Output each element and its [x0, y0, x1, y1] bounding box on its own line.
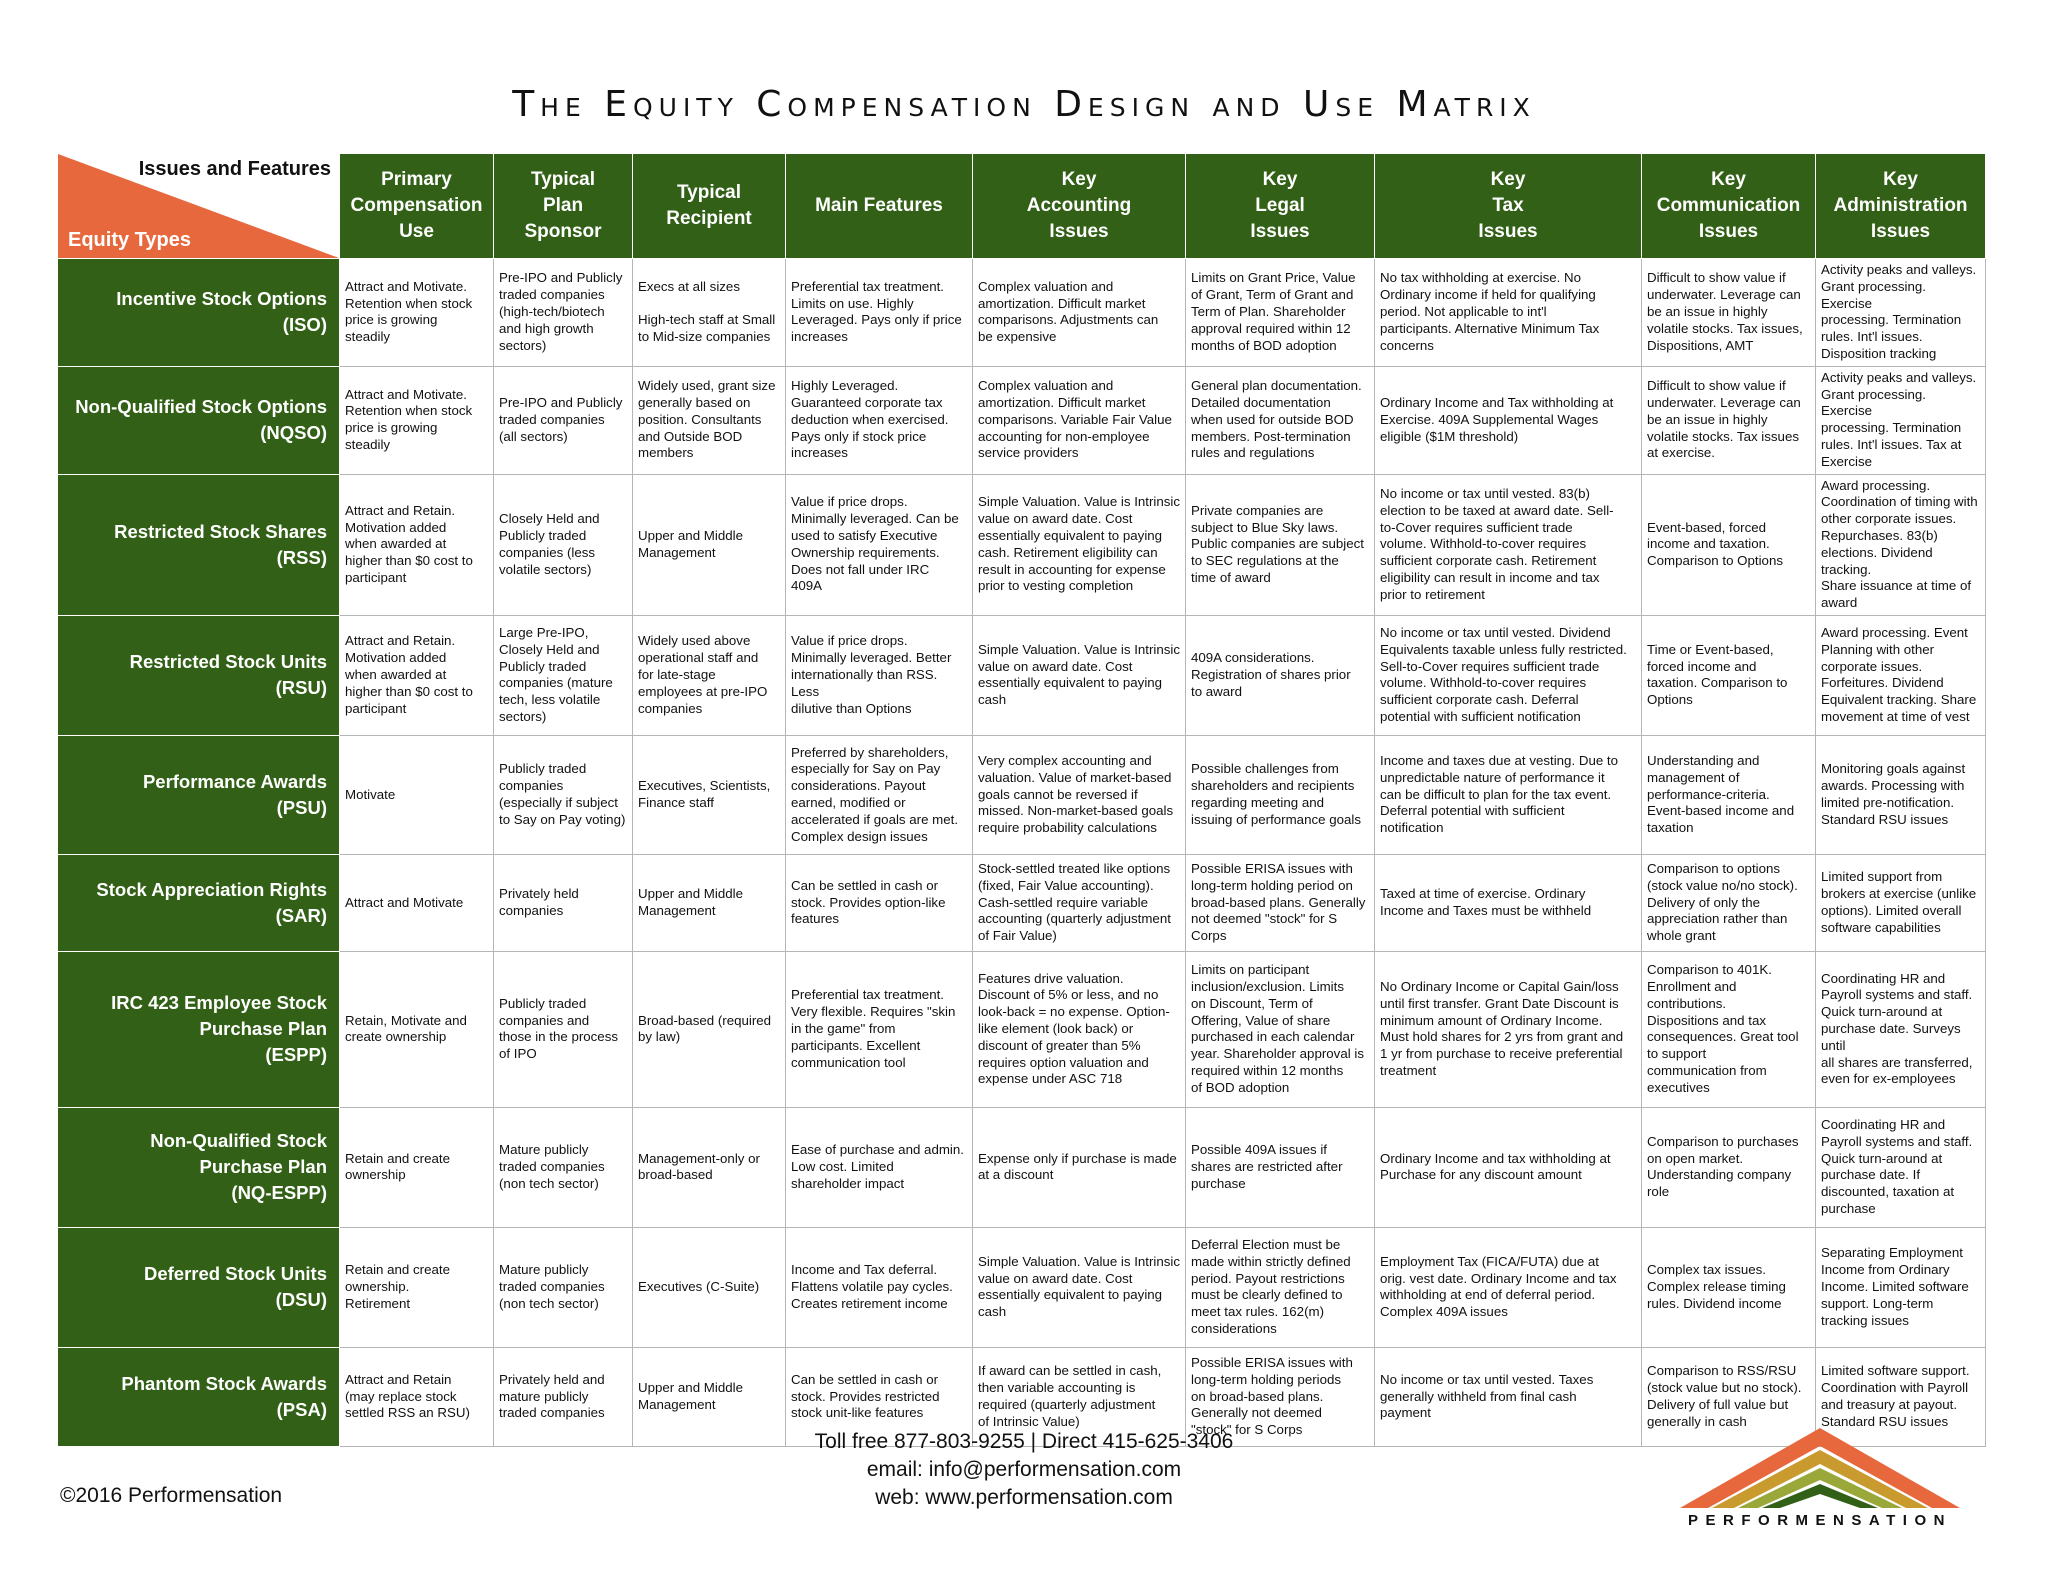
cell-text: Attract and Motivate. Retention when stock price is growing steadily [345, 278, 473, 345]
table-cell [1186, 735, 1375, 854]
cell-text: Taxed at time of exercise. Ordinary Income and Taxes must be withheld [1380, 886, 1592, 918]
cell-text: Executives, Scientists, Finance staff [638, 778, 771, 810]
cell-text: Coordinating HR and Payroll systems and staff. Quick turn-around at purchase date. If discounted, taxation at purchase [1821, 1117, 1973, 1217]
table-cell [1375, 735, 1642, 854]
table-cell [494, 735, 633, 854]
cell-text: Mature publicly traded companies (non tech sector) [499, 1142, 605, 1191]
table-cell [1375, 951, 1642, 1107]
table-cell [973, 951, 1186, 1107]
cell-text: Ordinary Income and tax withholding at Purchase for any discount amount [1380, 1150, 1611, 1183]
table-cell [786, 854, 973, 951]
column-header: Primary Compensation Use [340, 154, 494, 259]
table-cell [633, 1107, 786, 1227]
cell-text: Activity peaks and valleys. Grant processing. Exercise processing. Termination rules. Int'l issues. Tax at Exercise [1821, 369, 1977, 469]
cell-text: Retain and create ownership [345, 1150, 450, 1183]
equity-type-label: Incentive Stock Options (ISO) [58, 259, 340, 367]
table-row [58, 259, 1986, 367]
cell-text: Award processing. Coordination of timing with other corporate issues. Repurchases. 83(b) elections. Dividend tracking. Share issuance at time of award [1821, 477, 1978, 611]
cell-text: 409A considerations. Registration of shares prior to award [1191, 650, 1351, 699]
table-cell [1186, 1107, 1375, 1227]
table-cell [973, 259, 1186, 367]
table-cell [973, 615, 1186, 735]
cell-text: Limits on Grant Price, Value of Grant, Term of Grant and Term of Plan. Shareholder approval required within 12 months of BOD adoption [1191, 270, 1356, 353]
cell-text: Value if price drops. Minimally leveraged. Better internationally than RSS. Less dilutive than Options [791, 633, 952, 716]
cell-text: Possible ERISA issues with long-term holding period on broad-based plans. Generally not deemed "stock" for S Corps [1191, 860, 1366, 944]
cell-text: Features drive valuation. Discount of 5% or less, and no look-back = no expense. Option- like element (look back) or discount of greater than 5% requires option valuation and expense under ASC 718 [978, 970, 1170, 1087]
table-row [58, 951, 1986, 1107]
cell-text: Motivate [345, 786, 396, 802]
table-cell [1642, 474, 1816, 615]
cell-text: If award can be settled in cash, then variable accounting is required (quarterly adjustment of Intrinsic Value) [978, 1363, 1162, 1429]
table-cell [1375, 366, 1642, 474]
table-cell [1816, 1107, 1986, 1227]
cell-text: Attract and Motivate [345, 894, 464, 910]
table-cell [340, 474, 494, 615]
cell-text: Can be settled in cash or stock. Provides restricted stock unit-like features [791, 1371, 940, 1421]
cell-text: Execs at all sizes High-tech staff at Small to Mid-size companies [638, 278, 776, 345]
cell-text: Award processing. Event Planning with other corporate issues. Forfeitures. Dividend Equivalent tracking. Share movement at time of vest [1821, 625, 1977, 725]
table-cell [1186, 474, 1375, 615]
cell-text: Large Pre-IPO, Closely Held and Publicly traded companies (mature tech, less volatile sectors) [499, 625, 613, 725]
table-cell [1642, 854, 1816, 951]
cell-text: No income or tax until vested. Dividend Equivalents taxable unless fully restricted. Sell-to-Cover requires sufficient trade volume. Withhold-to-cover requires sufficient corporate cash. Deferral potential with sufficient notification [1380, 625, 1627, 725]
cell-text: No tax withholding at exercise. No Ordinary income if held for qualifying period. Not applicable to int'l participants. Alternative Minimum Tax concerns [1380, 270, 1600, 353]
page-title: The Equity Compensation Design and Use Matrix [512, 84, 1536, 125]
cell-text: Can be settled in cash or stock. Provides option-like features [791, 877, 946, 927]
cell-text: Limited support from brokers at exercise (unlike options). Limited overall software capabilities [1821, 869, 1977, 935]
column-header: Typical Plan Sponsor [494, 154, 633, 259]
equity-types-label: Equity Types [68, 229, 191, 251]
cell-text: Comparison to 401K. Enrollment and contributions. Dispositions and tax consequences. Great tool to support communication from executives [1647, 962, 1799, 1095]
cell-text: Value if price drops. Minimally leveraged. Can be used to satisfy Executive Ownership requirements. Does not fall under IRC 409A [791, 494, 959, 594]
cell-text: Stock-settled treated like options (fixed, Fair Value accounting). Cash-settled require variable accounting (quarterly adjustment of Fair Value) [978, 860, 1171, 944]
table-cell [1642, 366, 1816, 474]
cell-text: Simple Valuation. Value is Intrinsic value on award date. Cost essentially equivalent to paying cash [978, 1253, 1181, 1320]
cell-text: Retain and create ownership. Retirement [345, 1262, 450, 1311]
web-line: web: www.performensation.com [875, 1486, 1173, 1509]
cell-text: No Ordinary Income or Capital Gain/loss until first transfer. Grant Date Discount is minimum amount of Ordinary Income. Must hold shares for 2 yrs from grant and 1 yr from purchase to receive preferential treatment [1380, 979, 1624, 1079]
table-cell [1816, 854, 1986, 951]
table-cell [633, 366, 786, 474]
table-cell [1375, 474, 1642, 615]
performensation-logo [1670, 1420, 1970, 1529]
cell-text: Management-only or broad-based [638, 1150, 760, 1183]
matrix-body [58, 259, 1986, 1447]
cell-text: Comparison to purchases on open market. Understanding company role [1647, 1133, 1799, 1200]
table-cell [633, 615, 786, 735]
cell-text: Possible 409A issues if shares are restricted after purchase [1191, 1142, 1343, 1191]
table-cell [1642, 951, 1816, 1107]
table-cell [633, 854, 786, 951]
cell-text: Privately held companies [499, 886, 579, 918]
table-cell [494, 1107, 633, 1227]
cell-text: Income and Tax deferral. Flattens volatile pay cycles. Creates retirement income [791, 1262, 953, 1311]
cell-text: Possible challenges from shareholders and recipients regarding meeting and issuing of performance goals [1191, 761, 1361, 827]
table-cell [1816, 259, 1986, 367]
table-cell [494, 854, 633, 951]
cell-text: Upper and Middle Management [638, 1380, 743, 1412]
table-cell [973, 854, 1186, 951]
table-row [58, 366, 1986, 474]
equity-type-label: Stock Appreciation Rights (SAR) [58, 854, 340, 951]
table-row [58, 735, 1986, 854]
cell-text: Limited software support. Coordination with Payroll and treasury at payout. Standard RSU issues [1821, 1363, 1970, 1429]
cell-text: Highly Leveraged. Guaranteed corporate tax deduction when exercised. Pays only if stock price increases [791, 378, 949, 461]
cell-text: Preferred by shareholders, especially for Say on Pay considerations. Payout earned, modified or accelerated if goals are met. Complex design issues [791, 744, 959, 844]
table-cell [973, 1227, 1186, 1347]
cell-text: Coordinating HR and Payroll systems and staff. Quick turn-around at purchase date. Surveys until all shares are transferred, even for ex-employees [1821, 970, 1973, 1087]
header-row [58, 154, 1986, 259]
cell-text: Difficult to show value if underwater. Leverage can be an issue in highly volatile stocks. Tax issues at exercise. [1647, 378, 1801, 461]
equity-type-label: Restricted Stock Units (RSU) [58, 615, 340, 735]
cell-text: Simple Valuation. Value is Intrinsic value on award date. Cost essentially equivalent to paying cash. Retirement eligibility can result in accounting for expense prior to vesting completion [978, 494, 1181, 594]
table-cell [973, 474, 1186, 615]
table-cell [633, 951, 786, 1107]
column-header: Key Communication Issues [1642, 154, 1816, 259]
column-header: Key Legal Issues [1186, 154, 1375, 259]
cell-text: Complex tax issues. Complex release timing rules. Dividend income [1647, 1262, 1786, 1311]
table-cell [1642, 259, 1816, 367]
table-row [58, 1107, 1986, 1227]
corner-header [58, 154, 340, 259]
cell-text: Simple Valuation. Value is Intrinsic value on award date. Cost essentially equivalent to paying cash [978, 641, 1181, 708]
equity-type-label: Non-Qualified Stock Options (NQSO) [58, 366, 340, 474]
cell-text: Attract and Retain. Motivation added when awarded at higher than $0 cost to participant [345, 633, 473, 716]
cell-text: Deferral Election must be made within strictly defined period. Payout restrictions must be clearly defined to meet tax rules. 162(m) considerations [1191, 1237, 1351, 1337]
cell-text: Widely used above operational staff and for late-stage employees at pre-IPO companies [638, 633, 768, 716]
copyright-notice: ©2016 Performensation [60, 1484, 283, 1507]
table-cell [973, 1107, 1186, 1227]
table-cell [633, 474, 786, 615]
table-cell [494, 1227, 633, 1347]
cell-text: Understanding and management of performance-criteria. Event-based income and taxation [1647, 752, 1795, 836]
cell-text: Income and taxes due at vesting. Due to unpredictable nature of performance it can be difficult to plan for the tax event. Deferral potential with sufficient notification [1380, 752, 1619, 836]
column-header: Key Tax Issues [1375, 154, 1642, 259]
table-cell [1816, 366, 1986, 474]
column-header: Main Features [786, 154, 973, 259]
table-cell [786, 366, 973, 474]
table-cell [973, 366, 1186, 474]
cell-text: Ordinary Income and Tax withholding at Exercise. 409A Supplemental Wages eligible ($1M threshold) [1380, 394, 1614, 444]
cell-text: Time or Event-based, forced income and taxation. Comparison to Options [1647, 641, 1788, 708]
table-cell [1375, 1107, 1642, 1227]
cell-text: Attract and Motivate. Retention when stock price is growing steadily [345, 386, 473, 452]
table-cell [1642, 735, 1816, 854]
cell-text: Privately held and mature publicly traded companies [499, 1371, 605, 1421]
table-cell [786, 259, 973, 367]
cell-text: Widely used, grant size generally based on position. Consultants and Outside BOD members [638, 378, 776, 461]
equity-type-label: Restricted Stock Shares (RSS) [58, 474, 340, 615]
cell-text: Activity peaks and valleys. Grant processing. Exercise processing. Termination rules. Int'l issues. Disposition tracking [1821, 262, 1977, 361]
logo-roof-icon [1670, 1420, 1970, 1510]
table-cell [340, 1107, 494, 1227]
cell-text: Pre-IPO and Publicly traded companies (high-tech/biotech and high growth sectors) [499, 270, 623, 353]
table-cell [1642, 1227, 1816, 1347]
cell-text: Possible ERISA issues with long-term holding periods on broad-based plans. Generally not deemed "stock" for S Corps [1191, 1354, 1353, 1438]
cell-text: Event-based, forced income and taxation. Comparison to Options [1647, 519, 1783, 569]
table-cell [1375, 615, 1642, 735]
cell-text: Very complex accounting and valuation. Value of market-based goals cannot be reversed if missed. Non-market-based goals require probability calculations [978, 752, 1174, 836]
equity-matrix-table [57, 153, 1986, 1447]
table-cell [1816, 474, 1986, 615]
table-row [58, 474, 1986, 615]
table-cell [494, 951, 633, 1107]
table-row [58, 1227, 1986, 1347]
cell-text: Attract and Retain. Motivation added when awarded at higher than $0 cost to participant [345, 502, 473, 585]
table-cell [1375, 259, 1642, 367]
equity-type-label: Non-Qualified Stock Purchase Plan (NQ-ESPP) [58, 1107, 340, 1227]
table-cell [786, 951, 973, 1107]
table-cell [494, 259, 633, 367]
table-cell [1816, 735, 1986, 854]
cell-text: Preferential tax treatment. Very flexible. Requires "skin in the game" from participants. Excellent communication tool [791, 987, 956, 1070]
logo-wordmark: PERFORMENSATION [1688, 1512, 1952, 1529]
equity-type-label: Performance Awards (PSU) [58, 735, 340, 854]
cell-text: Publicly traded companies (especially if subject to Say on Pay voting) [499, 761, 626, 827]
email-line: email: info@performensation.com [866, 1458, 1182, 1481]
table-cell [1642, 1107, 1816, 1227]
cell-text: Expense only if purchase is made at a discount [978, 1150, 1177, 1183]
cell-text: Monitoring goals against awards. Processing with limited pre-notification. Standard RSU issues [1821, 761, 1966, 827]
cell-text: Publicly traded companies and those in the process of IPO [499, 995, 619, 1062]
cell-text: Retain, Motivate and create ownership [345, 1012, 467, 1045]
table-cell [1816, 951, 1986, 1107]
cell-text: Difficult to show value if underwater. Leverage can be an issue in highly volatile stocks. Tax issues, Dispositions, AMT [1647, 270, 1803, 353]
table-cell [786, 1107, 973, 1227]
column-header: Key Administration Issues [1816, 154, 1986, 259]
equity-type-label: IRC 423 Employee Stock Purchase Plan (ESPP) [58, 951, 340, 1107]
table-cell [786, 1227, 973, 1347]
cell-text: Mature publicly traded companies (non tech sector) [499, 1262, 605, 1311]
table-cell [1186, 366, 1375, 474]
cell-text: Ease of purchase and admin. Low cost. Limited shareholder impact [791, 1142, 964, 1191]
cell-text: Comparison to RSS/RSU (stock value but no stock). Delivery of full value but generally in cash [1647, 1363, 1802, 1429]
issues-and-features-label: Issues and Features [138, 158, 331, 180]
table-cell [340, 259, 494, 367]
cell-text: Executives (C-Suite) [638, 1279, 760, 1295]
table-row [58, 615, 1986, 735]
cell-text: Complex valuation and amortization. Difficult market comparisons. Adjustments can be expensive [978, 278, 1159, 345]
table-cell [340, 735, 494, 854]
table-cell [633, 259, 786, 367]
cell-text: Pre-IPO and Publicly traded companies (all sectors) [499, 394, 623, 444]
table-cell [340, 1227, 494, 1347]
table-cell [786, 474, 973, 615]
cell-text: No income or tax until vested. 83(b) election to be taxed at award date. Sell- to-Cover requires sufficient trade volume. Withhold-to-cover requires sufficient corporate cash. Retirement eligibility can result in income and tax prior to retirement [1380, 485, 1614, 602]
column-header: Key Accounting Issues [973, 154, 1186, 259]
table-cell [1186, 1227, 1375, 1347]
equity-type-label: Deferred Stock Units (DSU) [58, 1227, 340, 1347]
cell-text: No income or tax until vested. Taxes generally withheld from final cash payment [1380, 1371, 1594, 1421]
table-cell [494, 366, 633, 474]
table-row [58, 854, 1986, 951]
cell-text: Comparison to options (stock value no/no stock). Delivery of only the appreciation rather than whole grant [1647, 860, 1798, 944]
table-cell [340, 615, 494, 735]
table-cell [340, 854, 494, 951]
cell-text: General plan documentation. Detailed documentation when used for outside BOD members. Post-termination rules and regulations [1191, 378, 1362, 461]
table-cell [1186, 615, 1375, 735]
cell-text: Limits on participant inclusion/exclusion. Limits on Discount, Term of Offering, Value of share purchased in each calendar year. Shareholder approval is required within 12 months of BOD adoption [1191, 962, 1364, 1095]
cell-text: Attract and Retain (may replace stock settled RSS an RSU) [345, 1371, 470, 1421]
cell-text: Separating Employment Income from Ordinary Income. Limited software support. Long-term tracking issues [1821, 1245, 1969, 1328]
cell-text: Upper and Middle Management [638, 527, 743, 560]
equity-type-label: Phantom Stock Awards (PSA) [58, 1347, 340, 1446]
cell-text: Broad-based (required by law) [638, 1012, 772, 1045]
phone-line: Toll free 877-803-9255 | Direct 415-625-3406 [814, 1430, 1234, 1453]
table-cell [1186, 259, 1375, 367]
table-cell [633, 1227, 786, 1347]
cell-text: Complex valuation and amortization. Difficult market comparisons. Variable Fair Value accounting for non-employee service providers [978, 378, 1172, 461]
cell-text: Preferential tax treatment. Limits on use. Highly Leveraged. Pays only if price increases [791, 278, 962, 345]
cell-text: Private companies are subject to Blue Sky laws. Public companies are subject to SEC regulations at the time of award [1191, 502, 1364, 585]
cell-text: Closely Held and Publicly traded companies (less volatile sectors) [499, 511, 600, 577]
table-cell [340, 951, 494, 1107]
table-cell [1375, 1227, 1642, 1347]
table-cell [1816, 1227, 1986, 1347]
table-cell [786, 615, 973, 735]
table-cell [1186, 854, 1375, 951]
table-cell [340, 366, 494, 474]
table-cell [1375, 854, 1642, 951]
cell-text: Upper and Middle Management [638, 886, 743, 918]
table-cell [494, 615, 633, 735]
table-cell [1186, 951, 1375, 1107]
column-header: Typical Recipient [633, 154, 786, 259]
table-cell [494, 474, 633, 615]
table-cell [633, 735, 786, 854]
table-cell [973, 735, 1186, 854]
table-cell [1816, 615, 1986, 735]
table-cell [1642, 615, 1816, 735]
cell-text: Employment Tax (FICA/FUTA) due at orig. vest date. Ordinary Income and tax withholding at end of deferral period. Complex 409A issues [1380, 1253, 1617, 1320]
table-cell [786, 735, 973, 854]
